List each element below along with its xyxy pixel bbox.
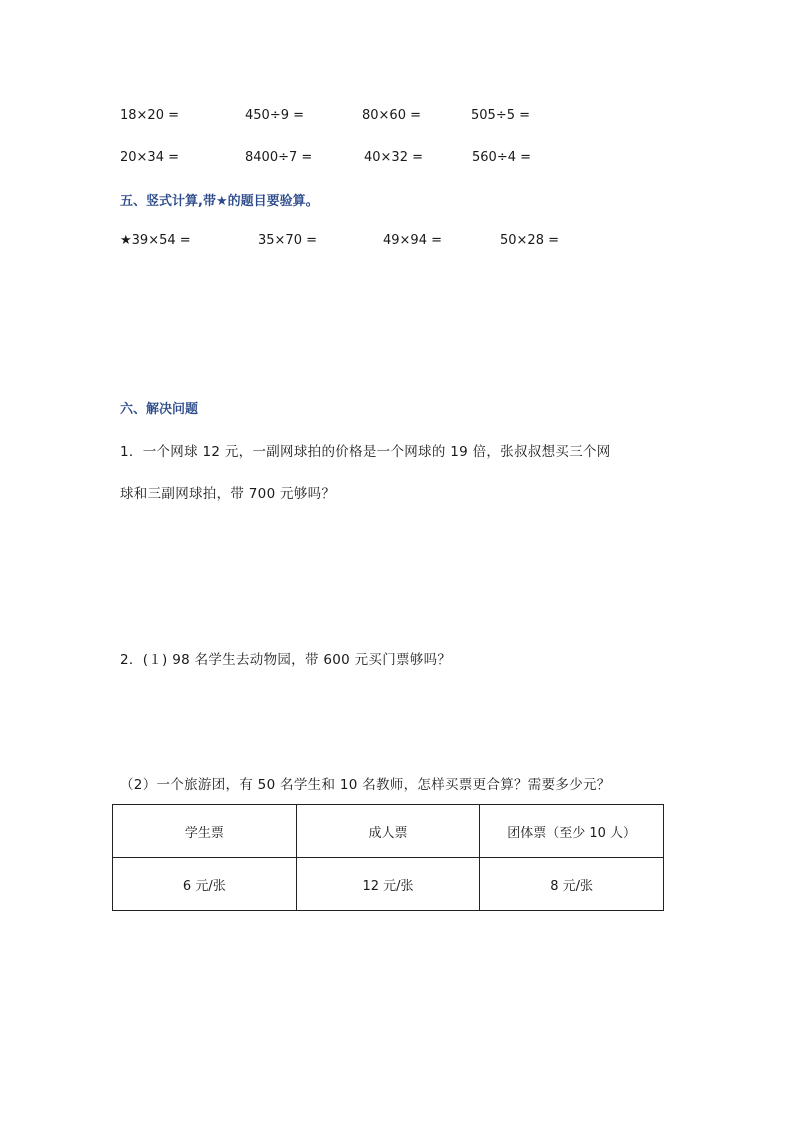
table-row [113,858,664,911]
vertical-calc-item: 35×70 = [258,233,318,248]
section-heading: 五、竖式计算,带★的题目要验算。 [120,194,319,209]
price-adult-ticket: 12 元/张 [296,858,480,911]
calc-item: 20×34 = [120,150,180,165]
question-1-line-1: 1．一个网球 12 元，一副网球拍的价格是一个网球的 19 倍，张叔叔想买三个网 [120,444,611,460]
calc-item: 18×20 = [120,108,180,123]
header-group-ticket: 团体票（至少 10 人） [480,805,664,858]
question-2-part-1: 2．(１) 98 名学生去动物园，带 600 元买门票够吗？ [120,652,452,668]
table-header-row [113,805,664,858]
calc-item: 80×60 = [362,108,422,123]
calc-item: 505÷5 = [471,108,531,123]
header-adult-ticket: 成人票 [296,805,480,858]
vertical-calc-item: ★39×54 = [120,233,191,248]
calc-item: 8400÷7 = [245,150,313,165]
vertical-calc-item: 50×28 = [500,233,560,248]
calc-item: 560÷4 = [472,150,532,165]
question-1-line-2: 球和三副网球拍，带 700 元够吗？ [120,486,336,502]
price-student-ticket: 6 元/张 [113,858,297,911]
calc-item: 40×32 = [364,150,424,165]
calc-item: 450÷9 = [245,108,305,123]
section-heading: 六、解决问题 [120,402,199,417]
price-group-ticket: 8 元/张 [480,858,664,911]
vertical-calc-item: 49×94 = [383,233,443,248]
question-2-part-2: （2）一个旅游团，有 50 名学生和 10 名教师，怎样买票更合算？需要多少元？ [120,777,611,793]
ticket-price-table [112,804,664,911]
header-student-ticket: 学生票 [113,805,297,858]
